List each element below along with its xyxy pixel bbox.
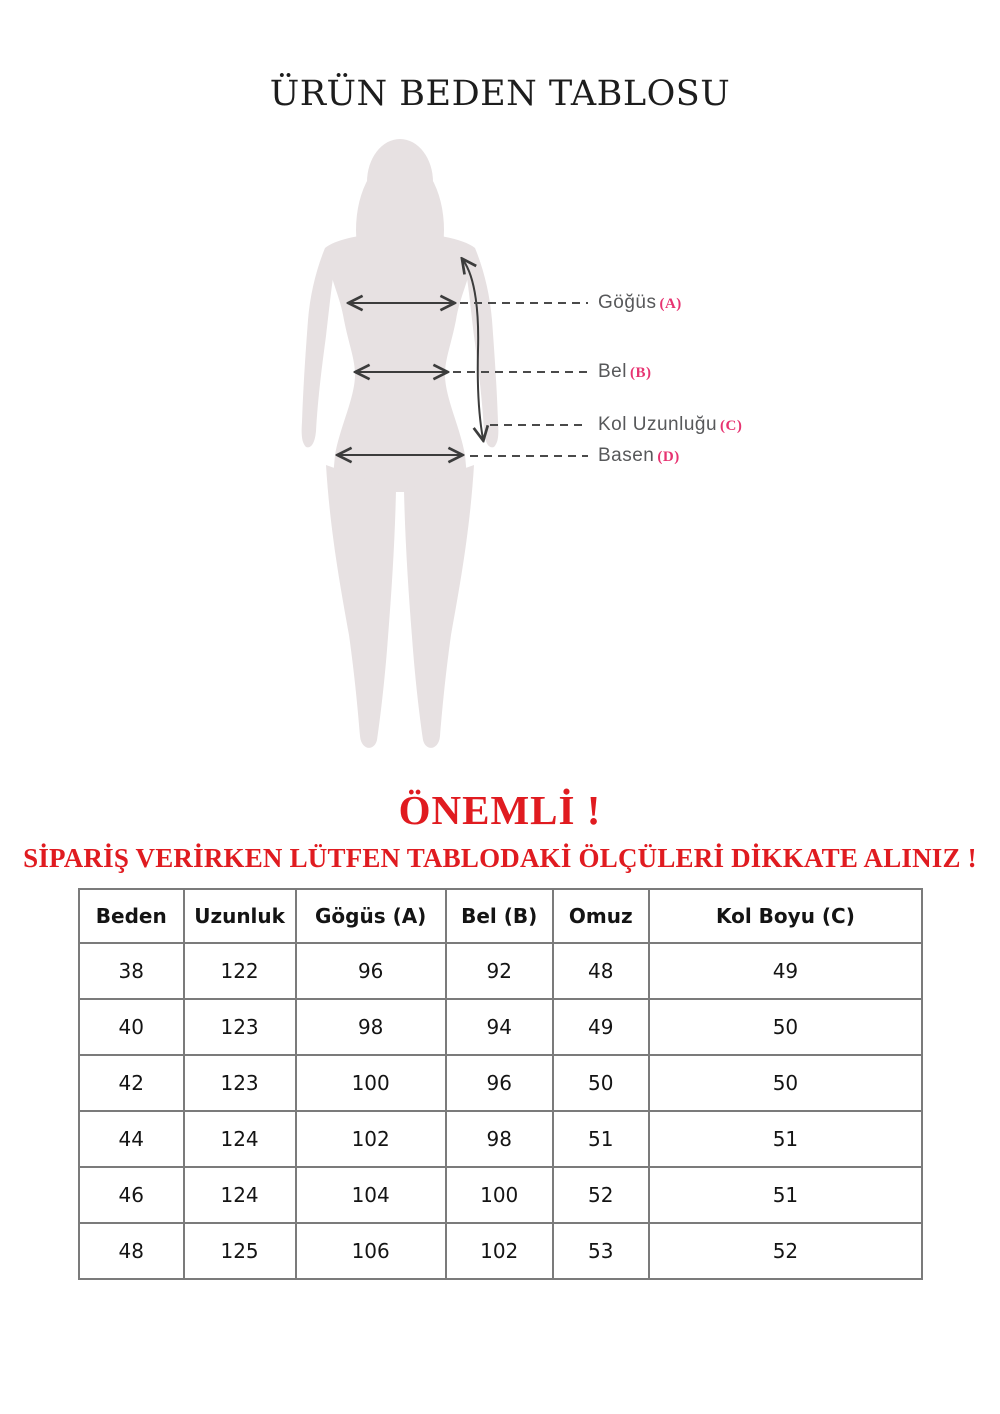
label-arm-length [598,412,742,438]
cell-bel: 94 [446,999,553,1055]
cell-bel: 98 [446,1111,553,1167]
cell-beden: 42 [79,1055,184,1111]
cell-kol: 49 [649,943,922,999]
size-table [78,888,923,1280]
label-hip [598,443,680,469]
cell-kol: 52 [649,1223,922,1279]
cell-uzunluk: 122 [184,943,296,999]
cell-bel: 100 [446,1167,553,1223]
cell-uzunluk: 124 [184,1167,296,1223]
warning-text: SİPARİŞ VERİRKEN LÜTFEN TABLODAKİ ÖLÇÜLERİ DİKKATE ALINIZ ! [23,843,977,873]
cell-gogus: 100 [296,1055,446,1111]
cell-gogus: 104 [296,1167,446,1223]
col-header-kol-boyu: Kol Boyu (C) [649,889,922,943]
table-row [79,943,922,999]
col-header-beden: Beden [79,889,184,943]
female-body-silhouette [280,130,600,775]
cell-omuz: 50 [553,1055,649,1111]
cell-gogus: 98 [296,999,446,1055]
table-row [79,1223,922,1279]
label-arm-length-text: Kol Uzunluğu [598,414,718,435]
cell-omuz: 53 [553,1223,649,1279]
cell-beden: 48 [79,1223,184,1279]
label-waist [598,359,651,385]
cell-uzunluk: 125 [184,1223,296,1279]
cell-beden: 44 [79,1111,184,1167]
col-header-omuz: Omuz [553,889,649,943]
silhouette-shapes [302,139,499,748]
label-hip-text: Basen [598,445,655,466]
cell-bel: 92 [446,943,553,999]
cell-omuz: 52 [553,1167,649,1223]
cell-gogus: 106 [296,1223,446,1279]
label-waist-text: Bel [598,361,627,382]
table-row [79,999,922,1055]
table-row [79,1111,922,1167]
table-row [79,1167,922,1223]
page-title: ÜRÜN BEDEN TABLOSU [269,74,731,114]
cell-kol: 51 [649,1111,922,1167]
table-row [79,1055,922,1111]
cell-bel: 96 [446,1055,553,1111]
cell-beden: 40 [79,999,184,1055]
cell-omuz: 51 [553,1111,649,1167]
cell-beden: 38 [79,943,184,999]
important-heading: ÖNEMLİ ! [398,787,602,833]
cell-beden: 46 [79,1167,184,1223]
cell-kol: 50 [649,1055,922,1111]
col-header-uzunluk: Uzunluk [184,889,296,943]
cell-omuz: 49 [553,999,649,1055]
cell-gogus: 96 [296,943,446,999]
cell-kol: 50 [649,999,922,1055]
cell-omuz: 48 [553,943,649,999]
label-chest [598,290,682,316]
cell-uzunluk: 123 [184,1055,296,1111]
label-chest-code: (A) [659,296,682,312]
label-hip-code: (D) [657,449,680,465]
cell-uzunluk: 124 [184,1111,296,1167]
size-table-header-row [79,889,922,943]
cell-uzunluk: 123 [184,999,296,1055]
label-chest-text: Göğüs [598,292,657,313]
cell-gogus: 102 [296,1111,446,1167]
col-header-gogus: Gögüs (A) [296,889,446,943]
cell-bel: 102 [446,1223,553,1279]
label-arm-length-code: (C) [720,418,743,434]
cell-kol: 51 [649,1167,922,1223]
label-waist-code: (B) [629,365,652,381]
body-measurement-diagram [280,130,800,775]
col-header-bel: Bel (B) [446,889,553,943]
